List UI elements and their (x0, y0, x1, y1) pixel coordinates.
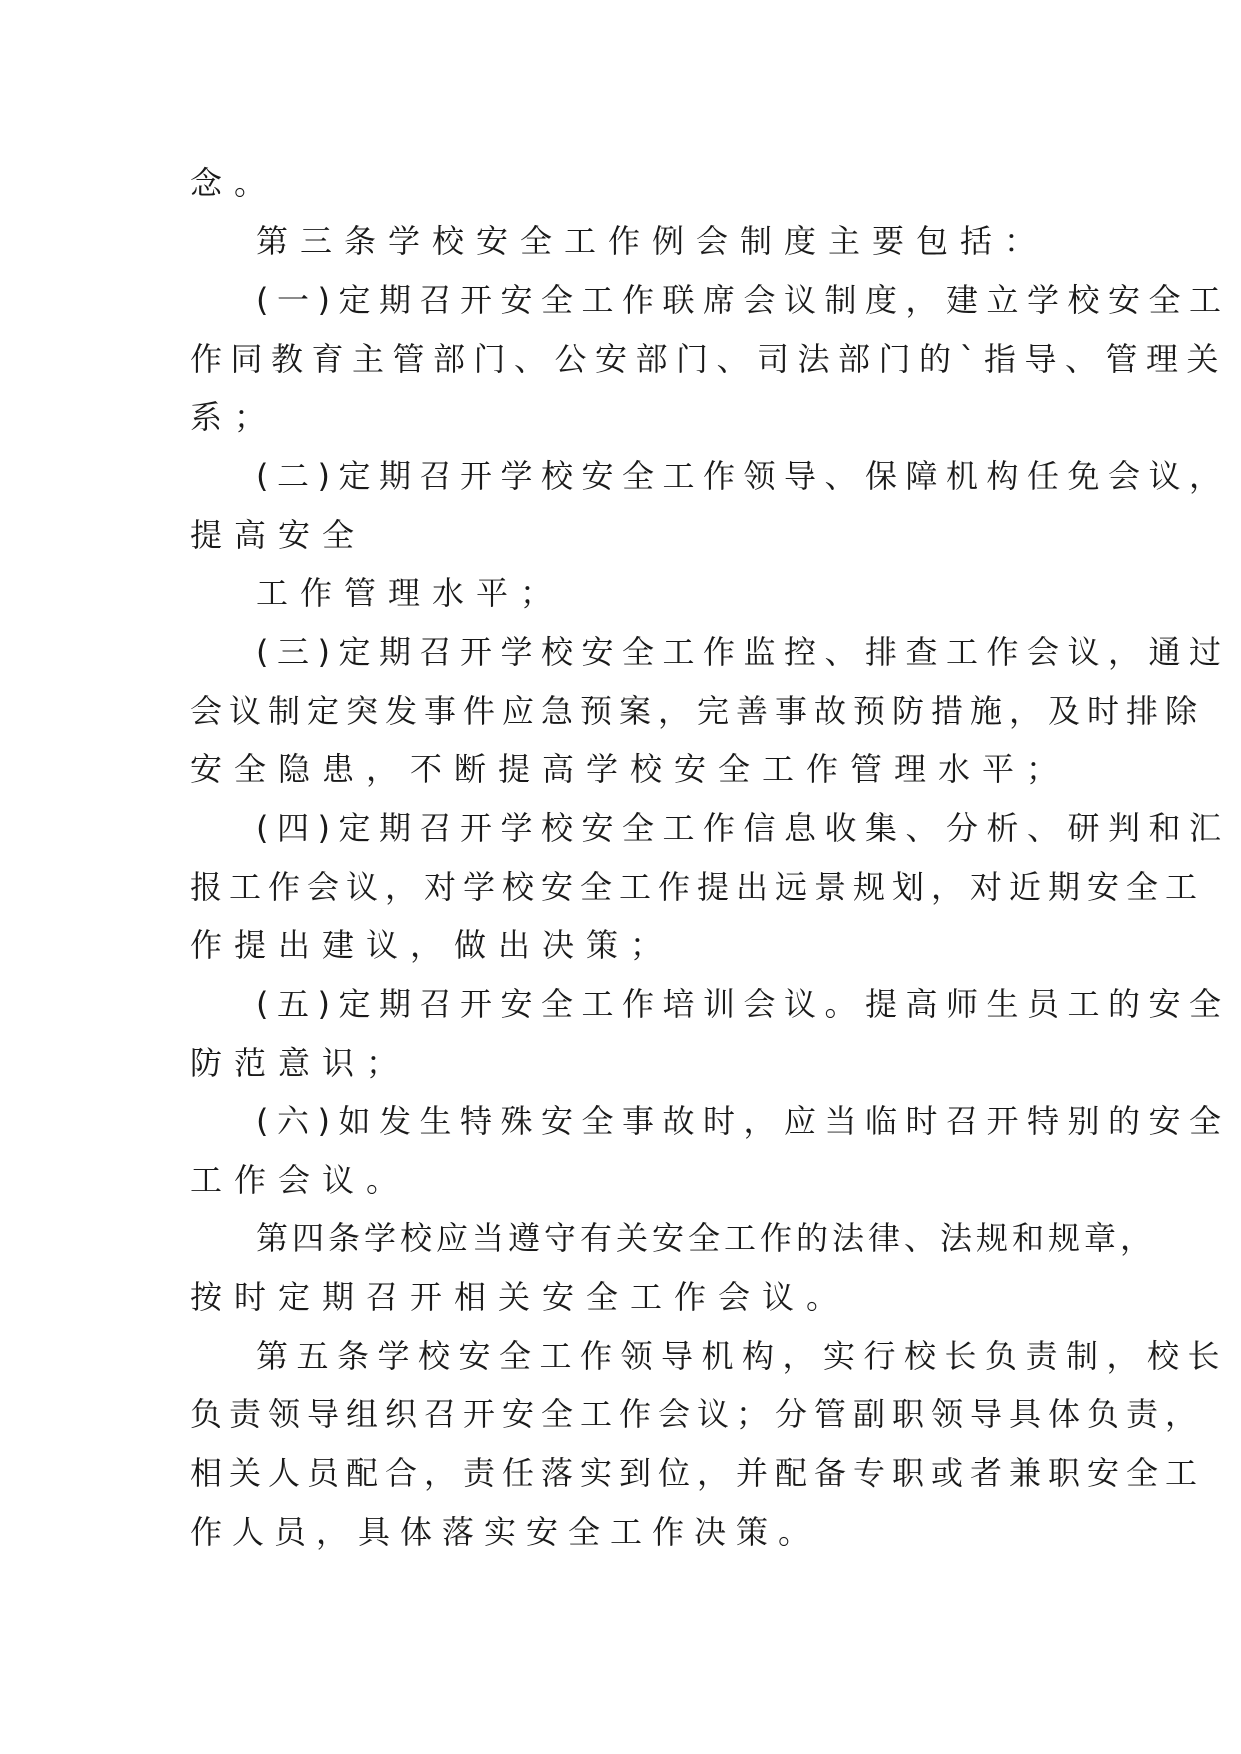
text-line: (二)定期召开学校安全工作领导、保障机构任免会议， (256, 457, 1230, 495)
text-line: 负责领导组织召开安全工作会议；分管副职领导具体负责， (190, 1395, 1205, 1433)
text-line: 会议制定突发事件应急预案，完善事故预防措施，及时排除 (190, 692, 1205, 730)
text-line: 按时定期召开相关安全工作会议。 (190, 1278, 851, 1316)
text-line: 第四条学校应当遵守有关安全工作的法律、法规和规章， (256, 1219, 1157, 1257)
text-line: 作同教育主管部门、公安部门、司法部门的`指导、管理关 (190, 340, 1228, 378)
text-line: 念。 (190, 164, 279, 202)
text-line: 作人员，具体落实安全工作决策。 (190, 1513, 821, 1551)
text-line: (一)定期召开安全工作联席会议制度，建立学校安全工 (256, 281, 1230, 319)
text-line: 防范意识； (190, 1044, 411, 1082)
text-line: 报工作会议，对学校安全工作提出远景规划，对近期安全工 (190, 868, 1205, 906)
text-line: (五)定期召开安全工作培训会议。提高师生员工的安全 (256, 985, 1230, 1023)
text-line: 安全隐患，不断提高学校安全工作管理水平； (190, 750, 1071, 788)
text-line: 提高安全 (190, 516, 367, 554)
text-line: (三)定期召开学校安全工作监控、排查工作会议，通过 (256, 633, 1230, 671)
text-line: 作提出建议，做出决策； (190, 926, 675, 964)
text-line: (六)如发生特殊安全事故时，应当临时召开特别的安全 (256, 1102, 1230, 1140)
text-line: 工作管理水平； (256, 574, 565, 612)
text-line: 第三条学校安全工作例会制度主要包括： (256, 222, 1049, 260)
text-line: 第五条学校安全工作领导机构，实行校长负责制，校长 (256, 1337, 1229, 1375)
text-line: 相关人员配合，责任落实到位，并配备专职或者兼职安全工 (190, 1454, 1205, 1492)
text-line: 系； (190, 398, 279, 436)
text-line: (四)定期召开学校安全工作信息收集、分析、研判和汇 (256, 809, 1230, 847)
text-line: 工作会议。 (190, 1161, 411, 1199)
